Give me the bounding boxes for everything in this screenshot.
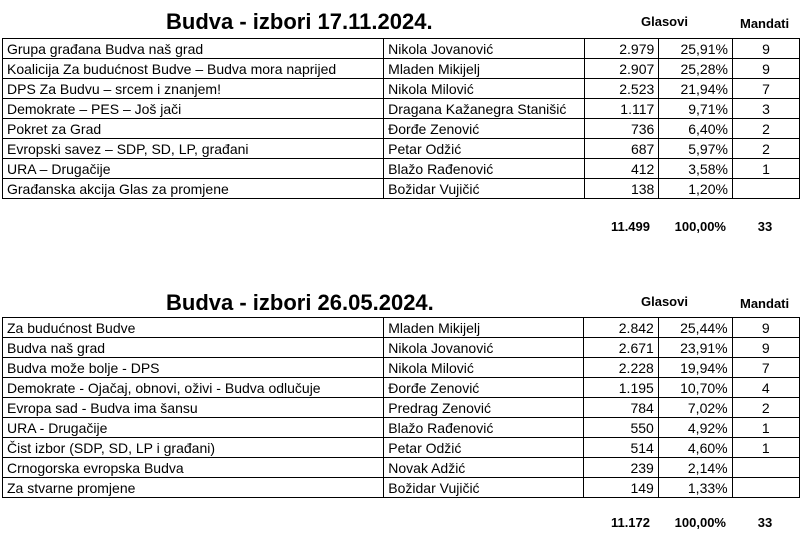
results-table xyxy=(2,38,800,199)
percent-cell: 10,70% xyxy=(658,378,732,398)
page-title: Budva - izbori 17.11.2024. xyxy=(166,9,433,34)
table-row xyxy=(3,119,800,139)
votes-header: Glasovi xyxy=(641,294,688,309)
list-name-cell: Evropski savez – SDP, SD, LP, građani xyxy=(3,139,384,159)
list-name-cell: Pokret za Grad xyxy=(3,119,384,139)
table-row xyxy=(3,378,800,398)
mandates-cell: 9 xyxy=(732,338,799,358)
mandates-cell: 3 xyxy=(732,99,799,119)
percent-cell: 1,20% xyxy=(659,179,733,199)
votes-cell: 2.842 xyxy=(584,318,659,338)
mandates-cell: 1 xyxy=(732,438,799,458)
table-row xyxy=(3,358,800,378)
mandates-cell: 2 xyxy=(732,398,799,418)
total-votes: 11.172 xyxy=(610,515,650,530)
list-name-cell: Koalicija Za budućnost Budve – Budva mora naprijed xyxy=(3,59,384,79)
leader-cell: Božidar Vujičić xyxy=(384,179,585,199)
table-row xyxy=(3,458,800,478)
mandates-cell: 1 xyxy=(732,418,799,438)
votes-cell: 239 xyxy=(584,458,659,478)
page-title: Budva - izbori 26.05.2024. xyxy=(166,290,434,315)
leader-cell: Nikola Jovanović xyxy=(384,338,584,358)
leader-cell: Petar Odžić xyxy=(384,139,585,159)
list-name-cell: Crnogorska evropska Budva xyxy=(3,458,384,478)
table-row xyxy=(3,139,800,159)
percent-cell: 7,02% xyxy=(658,398,732,418)
leader-cell: Blažo Rađenović xyxy=(384,159,585,179)
votes-header: Glasovi xyxy=(641,14,688,29)
mandates-header: Mandati xyxy=(740,296,790,311)
table-row xyxy=(3,39,800,59)
votes-cell: 2.979 xyxy=(584,39,658,59)
votes-cell: 736 xyxy=(584,119,658,139)
table-row xyxy=(3,478,800,498)
mandates-cell: 2 xyxy=(732,119,799,139)
mandates-cell: 7 xyxy=(732,79,799,99)
mandates-cell: 9 xyxy=(732,59,799,79)
mandates-cell xyxy=(732,478,799,498)
votes-cell: 2.671 xyxy=(584,338,659,358)
total-percent: 100,00% xyxy=(674,219,726,234)
leader-cell: Đorđe Zenović xyxy=(384,378,584,398)
percent-cell: 25,44% xyxy=(658,318,732,338)
table-row xyxy=(3,79,800,99)
percent-cell: 25,28% xyxy=(659,59,733,79)
percent-cell: 25,91% xyxy=(659,39,733,59)
total-mandates: 33 xyxy=(757,219,773,234)
votes-cell: 2.523 xyxy=(584,79,658,99)
total-votes: 11.499 xyxy=(610,219,650,234)
leader-cell: Petar Odžić xyxy=(384,438,584,458)
percent-cell: 19,94% xyxy=(658,358,732,378)
mandates-cell: 9 xyxy=(732,39,799,59)
leader-cell: Novak Adžić xyxy=(384,458,584,478)
list-name-cell: DPS Za Budvu – srcem i znanjem! xyxy=(3,79,384,99)
mandates-cell: 2 xyxy=(732,139,799,159)
table-row xyxy=(3,438,800,458)
votes-cell: 514 xyxy=(584,438,659,458)
percent-cell: 2,14% xyxy=(658,458,732,478)
table-row xyxy=(3,318,800,338)
percent-cell: 9,71% xyxy=(659,99,733,119)
list-name-cell: Demokrate - Ojačaj, obnovi, oživi - Budva odlučuje xyxy=(3,378,384,398)
votes-cell: 2.228 xyxy=(584,358,659,378)
percent-cell: 1,33% xyxy=(658,478,732,498)
percent-cell: 21,94% xyxy=(659,79,733,99)
votes-cell: 550 xyxy=(584,418,659,438)
votes-cell: 687 xyxy=(584,139,658,159)
table-row xyxy=(3,59,800,79)
percent-cell: 4,60% xyxy=(658,438,732,458)
leader-cell: Božidar Vujičić xyxy=(384,478,584,498)
list-name-cell: Za stvarne promjene xyxy=(3,478,384,498)
mandates-cell: 4 xyxy=(732,378,799,398)
list-name-cell: Čist izbor (SDP, SD, LP i građani) xyxy=(3,438,384,458)
leader-cell: Nikola Milović xyxy=(384,358,584,378)
percent-cell: 23,91% xyxy=(658,338,732,358)
votes-cell: 138 xyxy=(584,179,658,199)
list-name-cell: URA – Drugačije xyxy=(3,159,384,179)
votes-cell: 1.195 xyxy=(584,378,659,398)
leader-cell: Nikola Jovanović xyxy=(384,39,585,59)
leader-cell: Đorđe Zenović xyxy=(384,119,585,139)
mandates-cell: 9 xyxy=(732,318,799,338)
votes-cell: 2.907 xyxy=(584,59,658,79)
leader-cell: Dragana Kažanegra Stanišić xyxy=(384,99,585,119)
table-row xyxy=(3,418,800,438)
percent-cell: 3,58% xyxy=(659,159,733,179)
votes-cell: 149 xyxy=(584,478,659,498)
list-name-cell: Budva može bolje - DPS xyxy=(3,358,384,378)
votes-cell: 1.117 xyxy=(584,99,658,119)
results-table xyxy=(2,317,800,498)
list-name-cell: Grupa građana Budva naš grad xyxy=(3,39,384,59)
mandates-cell: 1 xyxy=(732,159,799,179)
total-mandates: 33 xyxy=(757,515,773,530)
table-row xyxy=(3,99,800,119)
leader-cell: Mladen Mikijelj xyxy=(384,318,584,338)
table-row xyxy=(3,179,800,199)
votes-cell: 412 xyxy=(584,159,658,179)
mandates-cell xyxy=(732,458,799,478)
list-name-cell: Demokrate – PES – Još jači xyxy=(3,99,384,119)
election-block-may xyxy=(0,282,800,534)
mandates-cell: 7 xyxy=(732,358,799,378)
votes-cell: 784 xyxy=(584,398,659,418)
leader-cell: Predrag Zenović xyxy=(384,398,584,418)
election-block-nov xyxy=(0,0,800,240)
list-name-cell: Evropa sad - Budva ima šansu xyxy=(3,398,384,418)
total-percent: 100,00% xyxy=(674,515,726,530)
list-name-cell: Budva naš grad xyxy=(3,338,384,358)
table-row xyxy=(3,398,800,418)
percent-cell: 5,97% xyxy=(659,139,733,159)
mandates-header: Mandati xyxy=(740,16,790,31)
list-name-cell: URA - Drugačije xyxy=(3,418,384,438)
leader-cell: Nikola Milović xyxy=(384,79,585,99)
list-name-cell: Za budućnost Budve xyxy=(3,318,384,338)
table-row xyxy=(3,159,800,179)
leader-cell: Mladen Mikijelj xyxy=(384,59,585,79)
table-row xyxy=(3,338,800,358)
percent-cell: 6,40% xyxy=(659,119,733,139)
percent-cell: 4,92% xyxy=(658,418,732,438)
leader-cell: Blažo Rađenović xyxy=(384,418,584,438)
list-name-cell: Građanska akcija Glas za promjene xyxy=(3,179,384,199)
mandates-cell xyxy=(732,179,799,199)
